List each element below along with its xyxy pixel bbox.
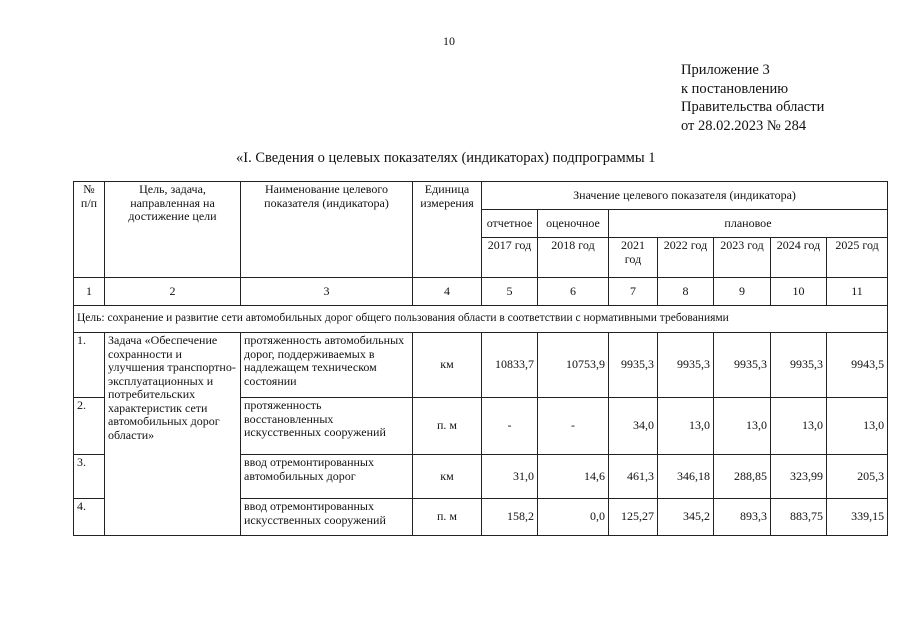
document-title: «I. Сведения о целевых показателях (индикаторах) подпрограммы 1	[236, 150, 656, 166]
indicator-unit: п. м	[413, 398, 482, 455]
col-number: 11	[827, 278, 888, 306]
col-number: 9	[714, 278, 771, 306]
col-number: 10	[771, 278, 827, 306]
indicator-value: 13,0	[827, 398, 888, 455]
indicator-value: 0,0	[538, 499, 609, 536]
indicator-name: ввод отремонтированных автомобильных дорог	[241, 455, 413, 499]
task-cell: Задача «Обеспечение сохранности и улучшения транспортно-эксплуатационных и потребительских характеристик сети автомобильных дорог области»	[105, 333, 241, 536]
col-number: 3	[241, 278, 413, 306]
indicator-value: 345,2	[658, 499, 714, 536]
indicator-value: 461,3	[609, 455, 658, 499]
header-year: 2024 год	[771, 238, 827, 278]
row-number: 4.	[74, 499, 105, 536]
indicator-name: протяженность восстановленных искусственных сооружений	[241, 398, 413, 455]
indicator-unit: км	[413, 333, 482, 398]
row-number: 3.	[74, 455, 105, 499]
indicator-value: -	[538, 398, 609, 455]
indicator-value: -	[482, 398, 538, 455]
indicator-name: протяженность автомобильных дорог, поддерживаемых в надлежащем техническом состоянии	[241, 333, 413, 398]
indicator-value: 9943,5	[827, 333, 888, 398]
header-year: 2018 год	[538, 238, 609, 278]
col-number: 4	[413, 278, 482, 306]
header-year: 2022 год	[658, 238, 714, 278]
indicator-value: 893,3	[714, 499, 771, 536]
indicator-value: 9935,3	[609, 333, 658, 398]
header-unit: Единица измерения	[413, 182, 482, 278]
appendix-line-3: Правительства области	[681, 99, 825, 115]
header-year: 2017 год	[482, 238, 538, 278]
col-number: 6	[538, 278, 609, 306]
col-number: 2	[105, 278, 241, 306]
indicator-value: 9935,3	[771, 333, 827, 398]
row-number: 1.	[74, 333, 105, 398]
appendix-line-2: к постановлению	[681, 80, 789, 97]
indicator-value: 31,0	[482, 455, 538, 499]
indicators-table	[73, 181, 888, 536]
indicator-value: 339,15	[827, 499, 888, 536]
indicator-value: 14,6	[538, 455, 609, 499]
indicator-unit: п. м	[413, 499, 482, 536]
header-planned: плановое	[609, 210, 888, 238]
indicator-value: 13,0	[658, 398, 714, 455]
indicator-value: 10753,9	[538, 333, 609, 398]
indicator-name: ввод отремонтированных искусственных сооружений	[241, 499, 413, 536]
indicator-value: 346,18	[658, 455, 714, 499]
header-estimated: оценочное	[538, 210, 609, 238]
indicator-value: 13,0	[714, 398, 771, 455]
header-name: Наименование целевого показателя (индикатора)	[241, 182, 413, 278]
header-year: 2025 год	[827, 238, 888, 278]
indicator-value: 323,99	[771, 455, 827, 499]
header-goal: Цель, задача, направленная на достижение цели	[105, 182, 241, 278]
indicator-value: 13,0	[771, 398, 827, 455]
indicator-unit: км	[413, 455, 482, 499]
page-number: 10	[443, 34, 455, 48]
appendix-line-4: от 28.02.2023 № 284	[681, 117, 807, 134]
col-number: 7	[609, 278, 658, 306]
col-number: 8	[658, 278, 714, 306]
indicator-value: 205,3	[827, 455, 888, 499]
header-year: 2023 год	[714, 238, 771, 278]
indicator-value: 125,27	[609, 499, 658, 536]
header-value: Значение целевого показателя (индикатора)	[482, 182, 888, 210]
appendix-line-1: Приложение 3	[681, 62, 770, 78]
indicator-value: 34,0	[609, 398, 658, 455]
indicator-value: 158,2	[482, 499, 538, 536]
indicator-value: 9935,3	[658, 333, 714, 398]
header-num: № п/п	[74, 182, 105, 278]
indicator-value: 9935,3	[714, 333, 771, 398]
header-reported: отчетное	[482, 210, 538, 238]
row-number: 2.	[74, 398, 105, 455]
col-number: 5	[482, 278, 538, 306]
col-number: 1	[74, 278, 105, 306]
indicator-value: 883,75	[771, 499, 827, 536]
goal-row: Цель: сохранение и развитие сети автомобильных дорог общего пользования области в соответствии с нормативными требованиями	[74, 306, 888, 333]
appendix-block	[681, 61, 824, 135]
indicator-value: 288,85	[714, 455, 771, 499]
indicator-value: 10833,7	[482, 333, 538, 398]
header-year: 2021 год	[609, 238, 658, 278]
